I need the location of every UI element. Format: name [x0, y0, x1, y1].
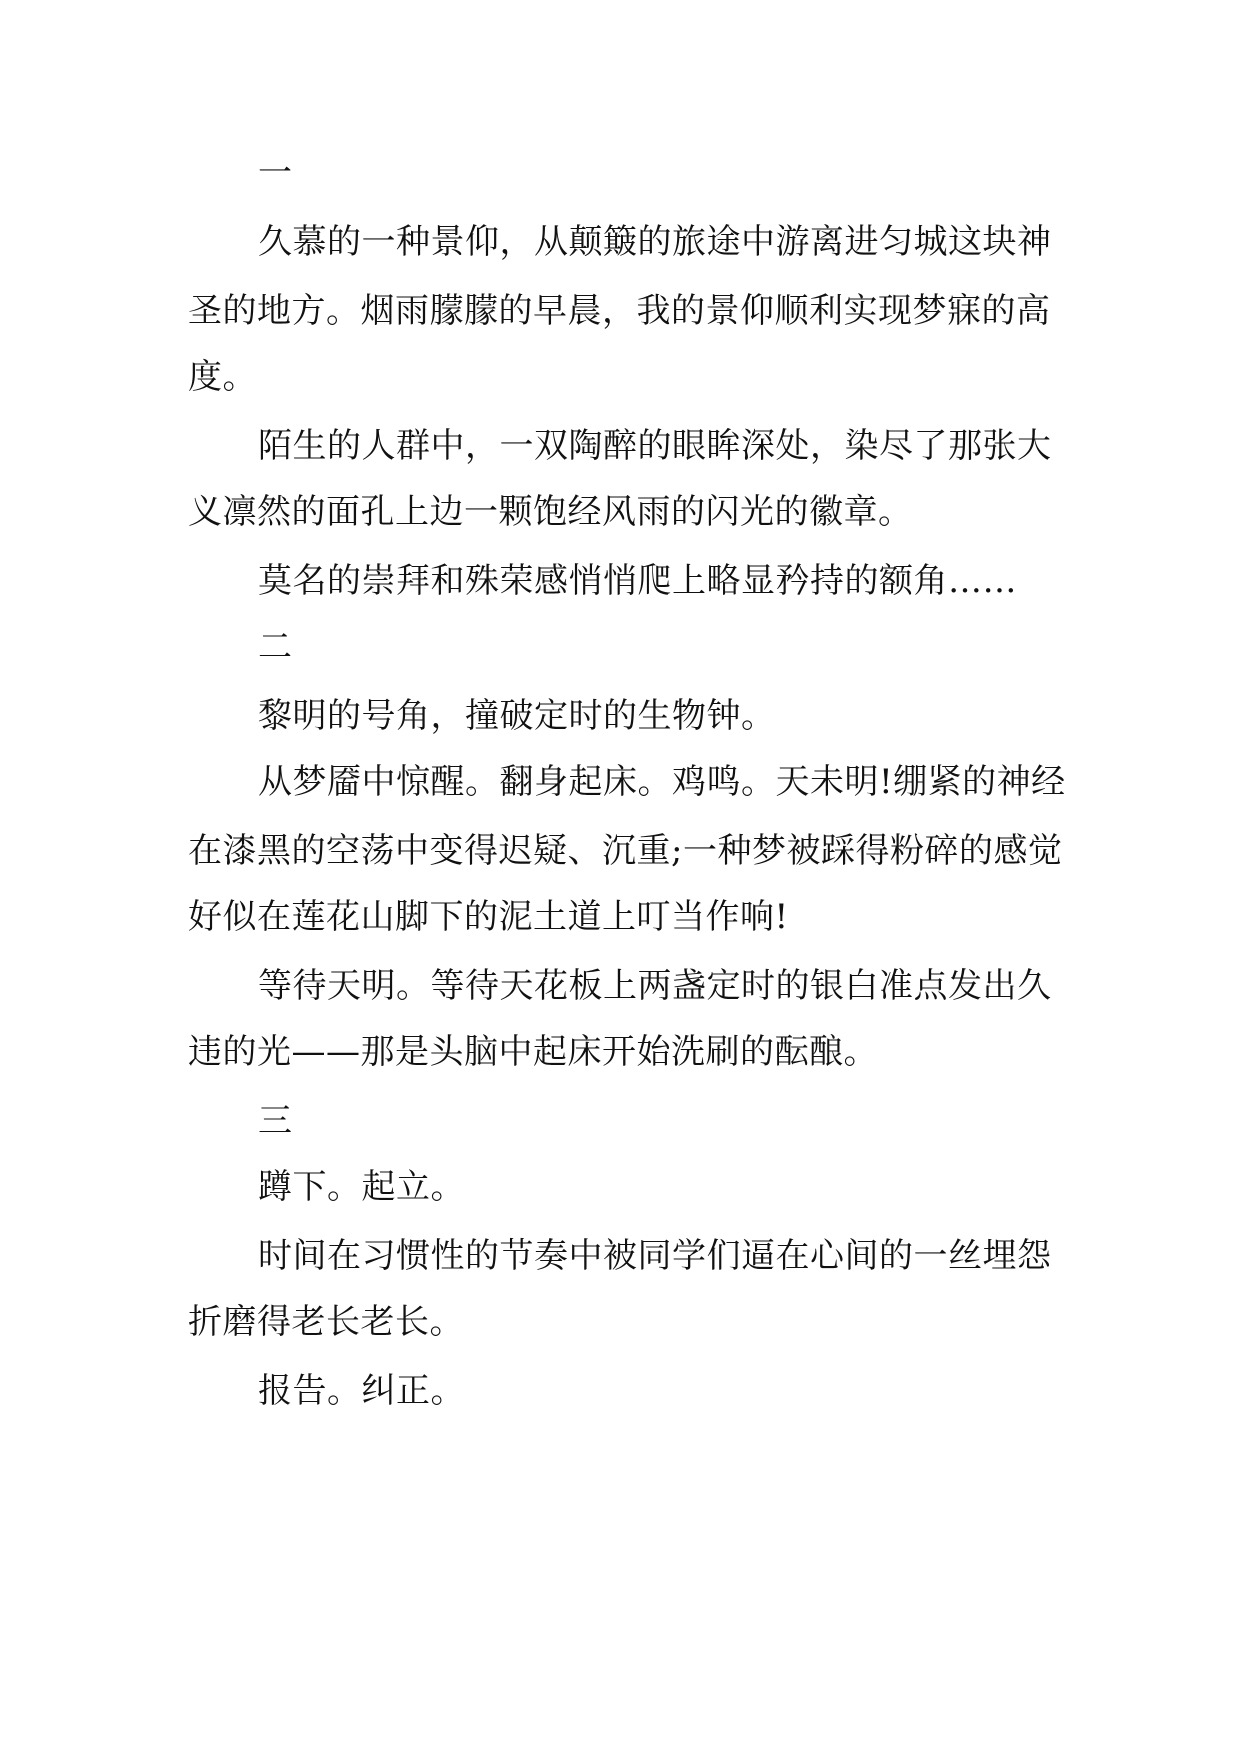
paragraph-line: 久慕的一种景仰，从颠簸的旅途中游离进匀城这块神	[258, 222, 1052, 262]
paragraph-line: 义凛然的面孔上边一颗饱经风雨的闪光的徽章。	[188, 492, 913, 532]
paragraph-line: 黎明的号角，撞破定时的生物钟。	[258, 696, 776, 736]
paragraph-line: 度。	[188, 357, 257, 397]
section-heading-2: 二	[258, 627, 293, 667]
paragraph-line: 莫名的崇拜和殊荣感悄悄爬上略显矜持的额角……	[258, 561, 1017, 601]
paragraph-line: 圣的地方。烟雨朦朦的早晨，我的景仰顺利实现梦寐的高	[188, 291, 1051, 331]
paragraph-line: 陌生的人群中，一双陶醉的眼眸深处，染尽了那张大	[258, 426, 1052, 466]
paragraph-line: 好似在莲花山脚下的泥土道上叮当作响!	[188, 897, 789, 937]
paragraph-line: 报告。纠正。	[258, 1371, 465, 1411]
section-heading-3: 三	[258, 1101, 293, 1141]
section-heading-1: 一	[258, 153, 293, 193]
paragraph-line: 折磨得老长老长。	[188, 1302, 464, 1342]
paragraph-line: 违的光——那是头脑中起床开始洗刷的酝酿。	[188, 1032, 878, 1072]
paragraph-line: 等待天明。等待天花板上两盏定时的银白准点发出久	[258, 966, 1052, 1006]
paragraph-line: 在漆黑的空荡中变得迟疑、沉重;一种梦被踩得粉碎的感觉	[188, 831, 1063, 871]
paragraph-line: 从梦靥中惊醒。翻身起床。鸡鸣。天未明!绷紧的神经	[258, 762, 1066, 802]
paragraph-line: 蹲下。起立。	[258, 1167, 465, 1207]
paragraph-line: 时间在习惯性的节奏中被同学们逼在心间的一丝埋怨	[258, 1236, 1052, 1276]
